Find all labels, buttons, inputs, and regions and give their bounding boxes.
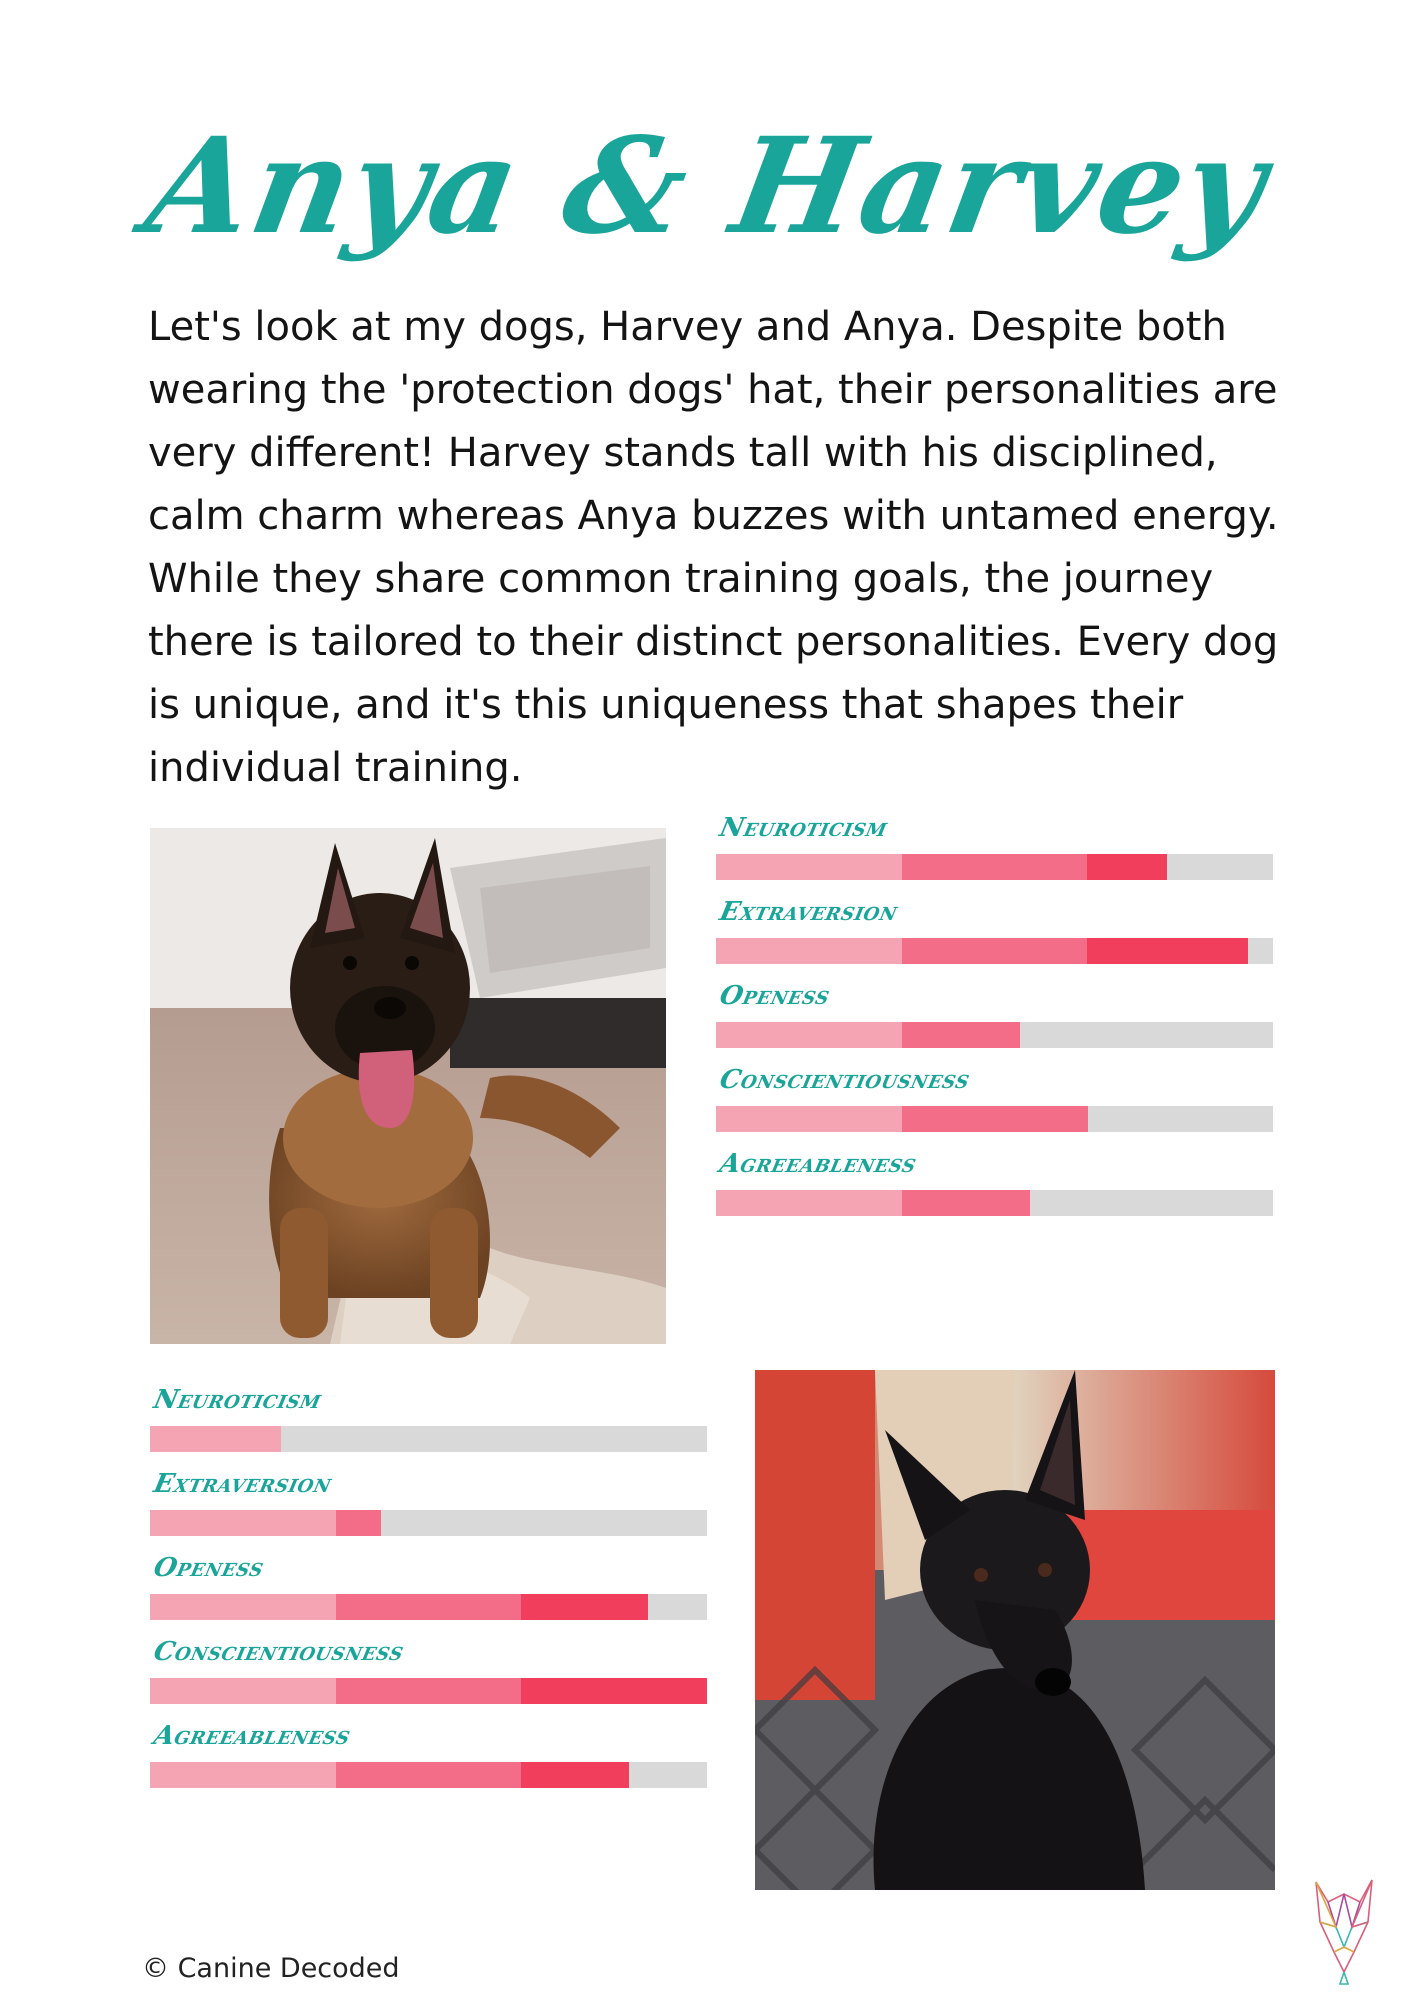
trait-bar-segment-mid [336, 1594, 522, 1620]
trait-bar-segment-low [716, 1106, 902, 1132]
trait-bar [150, 1762, 707, 1788]
trait-bar-segment-low [150, 1510, 336, 1536]
trait-bar-segment-mid [902, 1106, 1088, 1132]
page-title: Anya & Harvey [135, 109, 1279, 264]
trait-label: Conscientiousness [151, 1637, 407, 1667]
trait-bar [150, 1426, 707, 1452]
trait-bar-segment-high [521, 1678, 707, 1704]
trait-bar-segment-mid [902, 938, 1088, 964]
trait-bar-segment-low [716, 1022, 902, 1048]
trait-bar-segment-high [1087, 854, 1167, 880]
trait-bar [150, 1594, 707, 1620]
trait-bar-segment-low [150, 1762, 336, 1788]
tan-malinois-puppy-photo [150, 828, 666, 1344]
trait-extraversion [716, 892, 1273, 974]
trait-bar [716, 1106, 1273, 1132]
trait-agreeableness [716, 1144, 1273, 1226]
trait-conscientiousness [150, 1632, 707, 1714]
intro-paragraph: Let's look at my dogs, Harvey and Anya. Despite both wearing the 'protection dogs' hat, their personalities are very different! Harvey stands tall with his disciplined, calm charm whereas Anya buzzes with untamed energy. While they share common training goals, the journey there is tailored to their distinct personalities. Every dog is unique, and it's this uniqueness that shapes their individual training. [148, 304, 1279, 791]
trait-openess [150, 1548, 707, 1630]
trait-neuroticism [716, 808, 1273, 890]
trait-bar-segment-high [521, 1762, 629, 1788]
trait-bar-segment-high [1087, 938, 1248, 964]
trait-label: Conscientiousness [717, 1065, 973, 1095]
trait-bar [150, 1510, 707, 1536]
trait-bar-segment-low [716, 1190, 902, 1216]
trait-bar-segment-mid [336, 1762, 522, 1788]
trait-label: Extraversion [717, 897, 901, 927]
trait-bar [716, 854, 1273, 880]
trait-bar [716, 938, 1273, 964]
harvey-trait-chart [716, 808, 1273, 1228]
anya-trait-chart [150, 1380, 707, 1800]
trait-bar [716, 1022, 1273, 1048]
anya-photo [755, 1370, 1275, 1890]
trait-bar-segment-low [150, 1678, 336, 1704]
trait-bar [716, 1190, 1273, 1216]
trait-bar-segment-low [716, 854, 902, 880]
trait-extraversion [150, 1464, 707, 1546]
trait-agreeableness [150, 1716, 707, 1798]
trait-bar-segment-mid [336, 1678, 522, 1704]
trait-label: Neuroticism [717, 813, 891, 843]
trait-bar [150, 1678, 707, 1704]
trait-neuroticism [150, 1380, 707, 1462]
trait-label: Extraversion [151, 1469, 335, 1499]
trait-openess [716, 976, 1273, 1058]
trait-bar-segment-mid [902, 854, 1088, 880]
trait-label: Agreeableness [717, 1149, 920, 1179]
harvey-photo [150, 828, 666, 1344]
trait-label: Neuroticism [151, 1385, 325, 1415]
trait-label: Agreeableness [151, 1721, 354, 1751]
trait-bar-segment-low [716, 938, 902, 964]
copyright-footer: © Canine Decoded [142, 1953, 400, 1984]
trait-bar-segment-mid [902, 1022, 1020, 1048]
trait-bar-segment-low [150, 1426, 281, 1452]
trait-bar-segment-mid [902, 1190, 1030, 1216]
trait-label: Openess [717, 981, 833, 1011]
trait-label: Openess [151, 1553, 267, 1583]
trait-conscientiousness [716, 1060, 1273, 1142]
trait-bar-segment-low [150, 1594, 336, 1620]
trait-bar-segment-high [521, 1594, 648, 1620]
black-dog-photo [755, 1370, 1275, 1890]
trait-bar-segment-mid [336, 1510, 381, 1536]
wolf-head-logo-icon [1306, 1872, 1382, 1992]
